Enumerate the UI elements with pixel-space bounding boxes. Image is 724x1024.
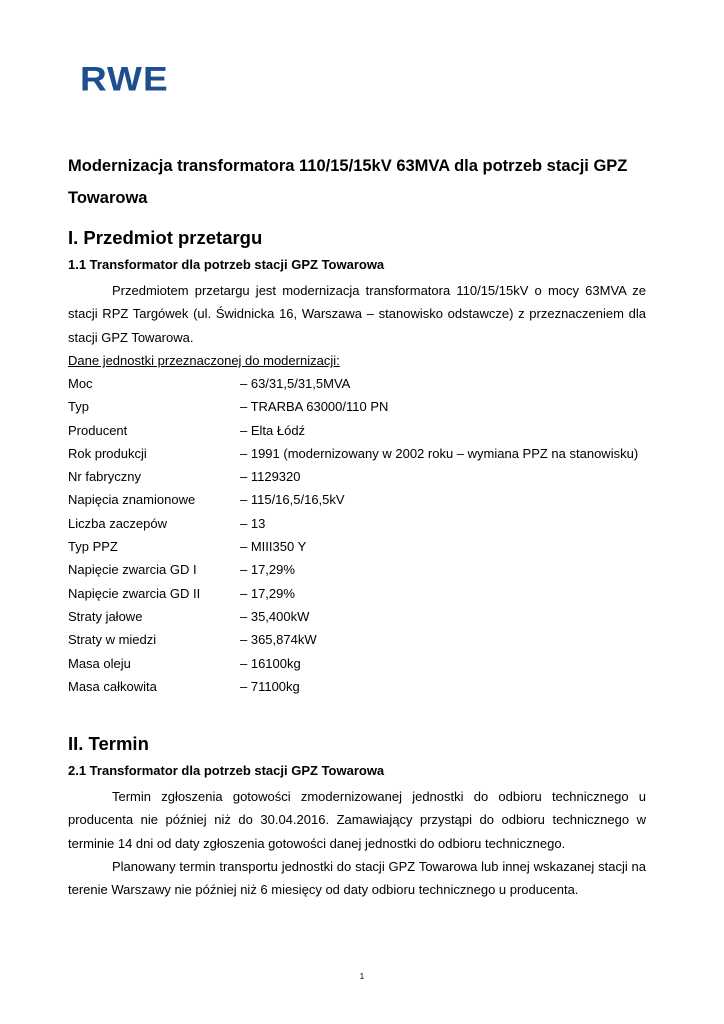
spec-value: – 35,400kW (240, 608, 310, 624)
spec-value: – 1129320 (240, 469, 301, 485)
spec-label: Straty jałowe (68, 608, 143, 624)
spec-row (68, 675, 646, 698)
spec-label: Liczba zaczepów (68, 515, 167, 531)
section-1-1-heading: 1.1 Transformator dla potrzeb stacji GPZ Towarowa (68, 257, 385, 272)
spec-value: – MIII350 Y (240, 539, 307, 555)
spec-label: Napięcie zwarcia GD I (68, 562, 197, 578)
spec-row (68, 582, 646, 605)
spec-row (68, 652, 646, 675)
spec-row (68, 395, 646, 418)
section-1-heading: I. Przedmiot przetargu (68, 227, 263, 248)
spec-label: Rok produkcji (68, 445, 147, 461)
spec-label: Masa całkowita (68, 678, 157, 694)
document-title: Modernizacja transformatora 110/15/15kV 63MVA dla potrzeb stacji GPZ Towarowa (68, 157, 628, 207)
spec-row (68, 372, 646, 395)
spec-value: – 63/31,5/31,5MVA (240, 376, 351, 391)
data-heading (68, 349, 646, 372)
spec-row (68, 419, 646, 442)
spec-value: – 16100kg (240, 655, 301, 671)
spec-row (68, 465, 646, 488)
page-number: 1 (359, 972, 365, 981)
spec-row (68, 535, 646, 558)
spec-label: Masa oleju (68, 655, 131, 671)
specs-table (68, 372, 646, 698)
spec-row (68, 605, 646, 628)
section-2-1-heading: 2.1 Transformator dla potrzeb stacji GPZ Towarowa (68, 763, 385, 778)
rwe-logo: RWE (80, 60, 169, 98)
spec-value: – 17,29% (240, 562, 295, 578)
spec-label: Straty w miedzi (68, 632, 157, 648)
spec-value: – 115/16,5/16,5kV (240, 492, 345, 508)
spec-row (68, 488, 646, 511)
section-2-heading: II. Termin (68, 733, 149, 754)
spec-row (68, 442, 646, 465)
spec-value: – 365,874kW (240, 632, 317, 648)
spec-value: – Elta Łódź (240, 422, 306, 438)
data-heading-text: Dane jednostki przeznaczonej do modernizacji: (68, 353, 340, 368)
spec-row (68, 558, 646, 581)
section-2-paragraph-1: Termin zgłoszenia gotowości zmodernizowanej jednostki do odbioru technicznego u producenta nie później niż do 30.04.2016. Zamawiający przystąpi do odbioru technicznego w terminie 14 dni od daty zgłoszenia gotowości danej jednostki do odbioru technicznego. (68, 789, 646, 851)
spec-value: – TRARBA 63000/110 PN (240, 399, 389, 415)
spec-label: Producent (68, 422, 128, 438)
spec-label: Moc (68, 376, 93, 391)
spec-label: Typ PPZ (68, 539, 118, 555)
spec-row (68, 512, 646, 535)
spec-row (68, 628, 646, 651)
section-1-paragraph: Przedmiotem przetargu jest modernizacja transformatora 110/15/15kV o mocy 63MVA ze stacji RPZ Targówek (ul. Świdnicka 16, Warszawa – stanowisko odstawcze) z przeznaczeniem dla stacji GPZ Towarowa. (68, 283, 646, 345)
spec-value: – 71100kg (240, 678, 300, 694)
spec-label: Napięcie zwarcia GD II (68, 585, 201, 601)
spec-label: Nr fabryczny (68, 469, 141, 485)
spec-value: – 17,29% (240, 585, 295, 601)
spec-value: – 1991 (modernizowany w 2002 roku – wymiana PPZ na stanowisku) (240, 445, 639, 461)
spec-label: Napięcia znamionowe (68, 492, 196, 508)
spec-value: – 13 (240, 515, 266, 531)
section-2-paragraph-2: Planowany termin transportu jednostki do stacji GPZ Towarowa lub innej wskazanej stacji na terenie Warszawy nie później niż 6 miesięcy od daty odbioru technicznego u producenta. (68, 859, 646, 898)
spec-label: Typ (68, 399, 89, 415)
